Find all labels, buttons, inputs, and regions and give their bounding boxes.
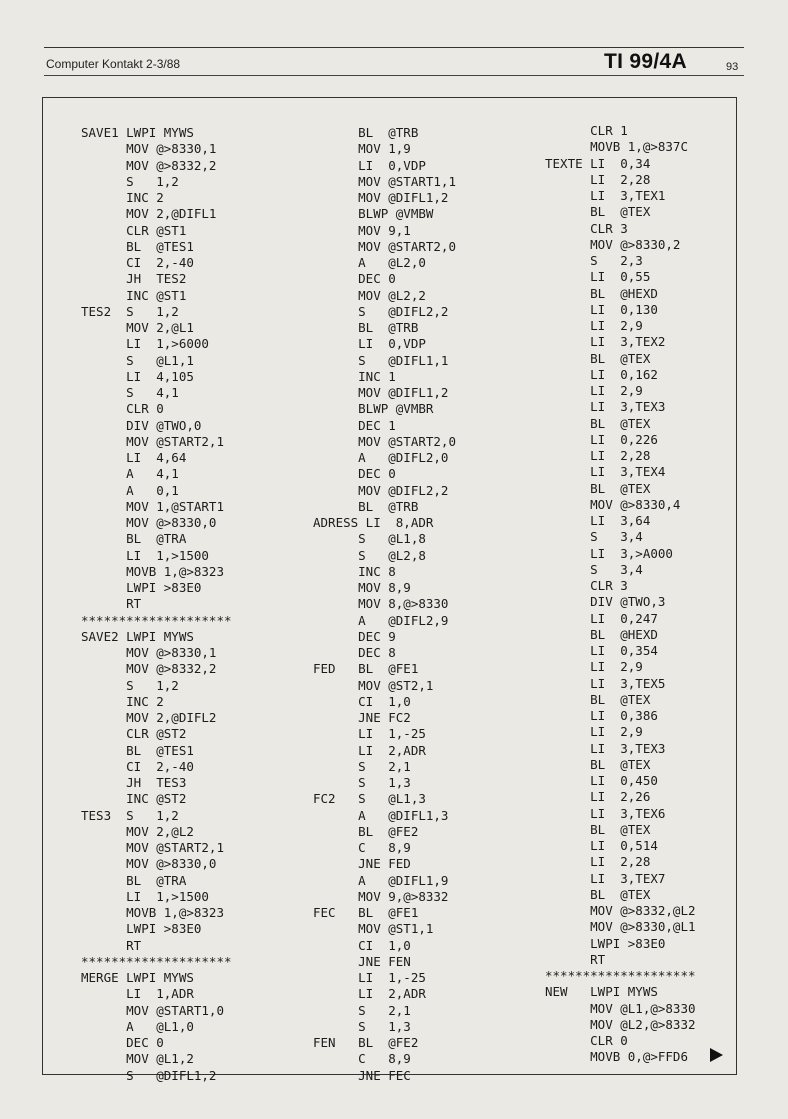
code-line: LI 0,VDP: [313, 336, 426, 352]
code-line: S @L1,8: [313, 531, 426, 547]
code-line: DEC 8: [313, 645, 396, 660]
code-line: MERGE LWPI MYWS: [81, 970, 194, 985]
code-line: MOV 2,@L1: [81, 320, 194, 335]
code-line: LI 2,28: [545, 171, 651, 187]
code-line: LI 0,450: [545, 773, 658, 788]
code-line: MOV 1,9: [313, 141, 411, 157]
code-line: SAVE2 LWPI MYWS: [81, 628, 194, 644]
code-line: MOVB 1,@>8323: [81, 563, 224, 579]
code-line: MOV @L2,@>8332: [545, 1016, 696, 1032]
code-line: MOV @L1,@>8330: [545, 1000, 696, 1016]
code-line: LI 2,ADR: [313, 986, 426, 1002]
code-line: CI 2,-40: [81, 255, 194, 270]
code-line: NEW LWPI MYWS: [545, 984, 658, 1000]
code-line: DIV @TWO,0: [81, 417, 202, 433]
code-line: MOV @L2,2: [313, 287, 426, 303]
code-line: C 8,9: [313, 1051, 411, 1067]
code-line: TES3 S 1,2: [81, 807, 179, 823]
code-line: LI 0,162: [545, 366, 658, 382]
code-line: MOV @>8330,0: [81, 515, 217, 530]
code-line: LI 1,>6000: [81, 336, 209, 352]
code-line: S 3,4: [545, 529, 643, 545]
code-line: DEC 0: [313, 271, 396, 287]
code-line: S @DIFL2,2: [313, 303, 449, 319]
code-line: DIV @TWO,3: [545, 594, 666, 610]
code-line: LI 3,TEX6: [545, 805, 666, 821]
code-line: LI 4,105: [81, 368, 194, 384]
code-line: MOV 9,@>8332: [313, 888, 449, 904]
code-line: RT: [81, 596, 142, 612]
code-line: LWPI >83E0: [81, 580, 202, 595]
code-line: CLR 1: [545, 123, 628, 138]
code-line: MOV @>8332,2: [81, 661, 217, 677]
code-line: FC2 S @L1,3: [313, 791, 426, 807]
code-line: RT: [545, 951, 606, 967]
code-line: MOVB 0,@>FFD6: [545, 1049, 688, 1065]
code-line: MOV @L1,2: [81, 1051, 194, 1067]
code-line: BL @HEXD: [545, 285, 658, 301]
code-line: DEC 9: [313, 628, 396, 644]
code-line: LI 4,64: [81, 450, 187, 465]
code-line: BL @TRB: [313, 498, 419, 514]
code-line: BL @TEX: [545, 480, 651, 496]
code-line: LI 3,>A000: [545, 545, 673, 561]
code-line: A @L2,0: [313, 255, 426, 270]
code-line: LI 3,TEX7: [545, 870, 666, 886]
code-line: CLR 3: [545, 578, 628, 593]
code-line: MOV 2,@DIFL1: [81, 206, 217, 222]
code-line: CI 2,-40: [81, 758, 194, 774]
code-line: LI 2,9: [545, 724, 643, 740]
code-line: S 1,2: [81, 173, 179, 189]
code-line: MOV @DIFL1,2: [313, 385, 449, 400]
code-line: MOVB 1,@>837C: [545, 139, 688, 155]
code-line: INC 8: [313, 563, 396, 579]
code-line: MOV @>8330,4: [545, 496, 681, 512]
code-line: A @DIFL2,0: [313, 450, 449, 465]
code-line: LI 3,TEX3: [545, 740, 666, 756]
code-line: LI 0,226: [545, 431, 658, 447]
code-line: S 3,4: [545, 561, 643, 577]
code-line: MOV @>8332,@L2: [545, 903, 696, 918]
code-line: LI 3,TEX5: [545, 675, 666, 691]
code-line: SAVE1 LWPI MYWS: [81, 125, 194, 140]
code-line: S @DIFL1,2: [81, 1067, 217, 1083]
code-line: BLWP @VMBR: [313, 401, 434, 417]
code-line: S 1,2: [81, 677, 179, 693]
code-line: BL @TES1: [81, 238, 194, 254]
code-line: BL @TRB: [313, 125, 419, 140]
code-line: LI 1,-25: [313, 970, 426, 985]
code-line: LI 1,>1500: [81, 888, 209, 904]
code-line: MOV 1,@START1: [81, 498, 224, 514]
code-line: S 2,1: [313, 758, 411, 774]
code-line: ********************: [81, 953, 232, 969]
code-line: DEC 1: [313, 417, 396, 433]
code-line: LI 2,9: [545, 383, 643, 398]
code-line: MOV 2,@L2: [81, 823, 194, 839]
code-line: MOV 8,@>8330: [313, 596, 449, 612]
code-line: LI 2,ADR: [313, 742, 426, 758]
code-line: MOV @START2,0: [313, 238, 456, 254]
code-line: A @L1,0: [81, 1018, 194, 1034]
code-line: MOV @START1,0: [81, 1002, 224, 1018]
code-line: BL @TEX: [545, 821, 651, 837]
system-title: TI 99/4A: [604, 50, 687, 73]
code-line: TES2 S 1,2: [81, 303, 179, 319]
code-line: INC 2: [81, 693, 164, 709]
code-line: MOV @ST1,1: [313, 921, 434, 937]
code-line: ********************: [81, 612, 232, 628]
code-line: JH TES2: [81, 271, 187, 287]
code-line: JNE FC2: [313, 710, 411, 725]
code-line: MOV 9,1: [313, 222, 411, 238]
code-line: RT: [81, 937, 142, 953]
header-rule-top: [44, 47, 744, 48]
code-line: S 1,3: [313, 1018, 411, 1034]
code-line: A @DIFL1,3: [313, 807, 449, 823]
code-line: BL @TEX: [545, 756, 651, 772]
code-line: A 0,1: [81, 482, 179, 498]
continue-arrow-icon: [710, 1048, 723, 1062]
code-line: FEC BL @FE1: [313, 905, 419, 920]
code-line: JNE FED: [313, 856, 411, 872]
code-line: CLR 3: [545, 220, 628, 236]
code-line: LI 0,247: [545, 610, 658, 626]
code-line: BL @TRA: [81, 872, 187, 888]
listing-frame: [42, 97, 737, 1083]
code-line: LI 0,130: [545, 301, 658, 317]
code-line: LI 2,9: [545, 318, 643, 333]
code-line: MOV @START2,1: [81, 840, 224, 855]
code-line: MOV @START1,1: [313, 173, 456, 189]
code-line: LI 3,TEX1: [545, 188, 666, 203]
code-line: LI 2,26: [545, 789, 651, 805]
code-line: INC @ST1: [81, 287, 187, 303]
code-line: MOVB 1,@>8323: [81, 905, 224, 920]
code-line: MOV @START2,0: [313, 433, 456, 449]
code-line: LWPI >83E0: [545, 935, 666, 951]
code-line: FED BL @FE1: [313, 661, 419, 677]
code-line: BL @TRA: [81, 531, 187, 547]
code-line: S 1,3: [313, 775, 411, 790]
code-line: BL @TEX: [545, 350, 651, 366]
code-line: MOV @>8330,2: [545, 236, 681, 252]
code-line: CI 1,0: [313, 693, 411, 709]
code-line: LI 0,55: [545, 269, 651, 285]
code-line: C 8,9: [313, 840, 411, 855]
code-line: INC @ST2: [81, 791, 187, 807]
code-line: LI 1,-25: [313, 726, 426, 742]
code-line: LI 1,ADR: [81, 986, 194, 1002]
code-line: CLR @ST2: [81, 726, 187, 742]
code-line: MOV @>8332,2: [81, 157, 217, 173]
code-line: JNE FEC: [313, 1067, 411, 1083]
code-line: LI 2,28: [545, 854, 651, 870]
code-line: MOV @DIFL1,2: [313, 190, 449, 205]
code-line: INC 1: [313, 368, 396, 384]
code-line: BL @TEX: [545, 886, 651, 902]
code-line: LI 0,514: [545, 838, 658, 853]
code-line: S @DIFL1,1: [313, 352, 449, 368]
code-line: CLR @ST1: [81, 222, 187, 238]
code-line: LI 3,TEX4: [545, 464, 666, 480]
code-line: BL @TEX: [545, 415, 651, 431]
code-line: MOV 2,@DIFL2: [81, 710, 217, 725]
code-line: BL @FE2: [313, 823, 419, 839]
code-line: CI 1,0: [313, 937, 411, 953]
code-line: MOV 8,9: [313, 580, 411, 595]
code-line: LI 2,9: [545, 659, 643, 675]
code-line: MOV @>8330,1: [81, 141, 217, 157]
code-line: TEXTE LI 0,34: [545, 155, 651, 171]
code-line: MOV @>8330,@L1: [545, 919, 696, 935]
code-line: LWPI >83E0: [81, 921, 202, 937]
code-line: BL @TEX: [545, 204, 651, 220]
code-line: BL @HEXD: [545, 626, 658, 642]
code-line: DEC 0: [313, 466, 396, 482]
code-line: A 4,1: [81, 466, 179, 482]
code-line: MOV @START2,1: [81, 433, 224, 449]
code-line: S 2,1: [313, 1002, 411, 1018]
code-line: ********************: [545, 968, 696, 983]
code-line: MOV @ST2,1: [313, 677, 434, 693]
code-line: LI 2,28: [545, 448, 651, 463]
code-line: CLR 0: [81, 401, 164, 417]
magazine-issue: Computer Kontakt 2-3/88: [46, 57, 181, 71]
code-line: ADRESS LI 8,ADR: [313, 515, 434, 530]
code-line: INC 2: [81, 190, 164, 205]
code-line: BL @TEX: [545, 691, 651, 707]
code-line: BL @TRB: [313, 320, 419, 335]
code-line: S 2,3: [545, 253, 643, 268]
page-number: 93: [726, 61, 739, 73]
code-line: BL @TES1: [81, 742, 194, 758]
code-line: LI 1,>1500: [81, 547, 209, 563]
code-line: S 4,1: [81, 385, 179, 400]
code-line: LI 0,386: [545, 708, 658, 723]
code-line: LI 3,64: [545, 513, 651, 528]
header-rule-bottom: [44, 75, 744, 76]
code-line: LI 0,VDP: [313, 157, 426, 173]
code-line: LI 0,354: [545, 643, 658, 658]
code-line: DEC 0: [81, 1035, 164, 1050]
code-line: JNE FEN: [313, 953, 411, 969]
code-line: LI 3,TEX3: [545, 399, 666, 415]
code-line: A @DIFL2,9: [313, 612, 449, 628]
code-line: CLR 0: [545, 1033, 628, 1048]
code-line: LI 3,TEX2: [545, 334, 666, 350]
code-line: MOV @DIFL2,2: [313, 482, 449, 498]
code-line: MOV @>8330,0: [81, 856, 217, 872]
code-line: FEN BL @FE2: [313, 1035, 419, 1050]
code-line: S @L1,1: [81, 352, 194, 368]
code-line: BLWP @VMBW: [313, 206, 434, 222]
code-line: JH TES3: [81, 775, 187, 790]
code-line: MOV @>8330,1: [81, 645, 217, 660]
code-line: S @L2,8: [313, 547, 426, 563]
code-line: A @DIFL1,9: [313, 872, 449, 888]
